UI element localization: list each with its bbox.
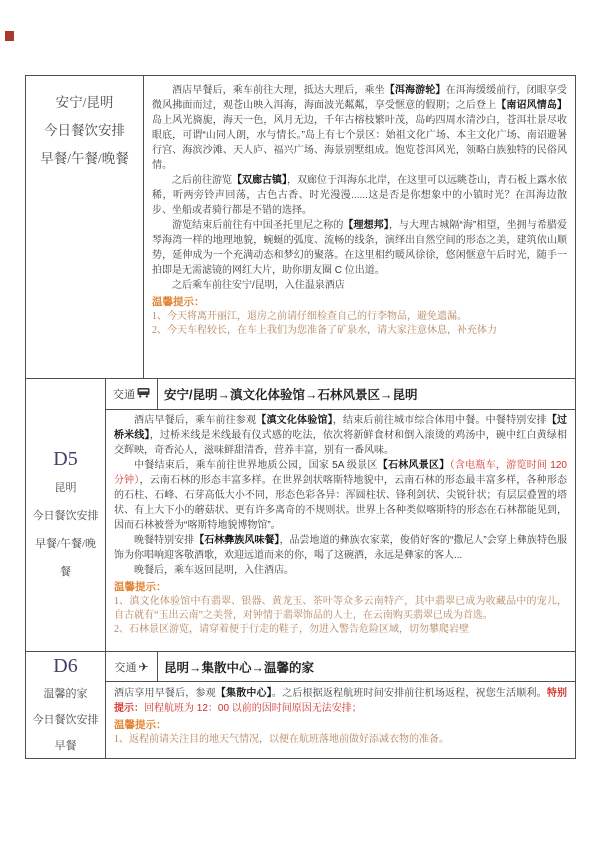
meals-title: 今日餐饮安排 (32, 510, 99, 522)
transport-label: 交通 (114, 661, 137, 674)
text-segment: 【石林风景区】 (377, 460, 450, 471)
text-segment: 游览结束后前往有中国圣托里尼之称的 (172, 220, 344, 231)
text-segment: 。之后根据返程航班时间安排前往机场返程，祝您生活顺利。 (271, 688, 547, 699)
text-segment: 【过桥米线】 (114, 415, 568, 441)
itinerary-paragraph (114, 458, 567, 533)
day-block-anning-kunming (26, 76, 575, 378)
text-segment: 【南诏风情岛】 (496, 100, 567, 111)
transport-label: 交通 (113, 389, 135, 401)
text-segment: 【双廊古镇】 (232, 175, 287, 186)
text-segment: （含电瓶车，游览时间 120 分钟） (114, 460, 567, 486)
tip-line (114, 733, 567, 747)
tip-line (114, 623, 567, 637)
text-segment: 酒店享用早餐后，参观 (114, 688, 216, 699)
tips-label (114, 580, 567, 595)
day-info-cell (26, 652, 106, 758)
itinerary-content (106, 682, 575, 758)
tips-label (114, 718, 567, 733)
day-info-cell (26, 379, 106, 651)
meals-title: 今日餐饮安排 (32, 714, 99, 726)
meals-detail: 早餐 (54, 740, 77, 752)
text-segment: 之后乘车前往安宁/昆明，入住温泉酒店 (172, 280, 345, 291)
text-segment: 【洱海游轮】 (384, 85, 446, 96)
day-block-d5 (26, 378, 575, 651)
day-destination: 安宁/昆明 (55, 95, 114, 110)
text-segment: 之后前往游览 (172, 175, 232, 186)
text-segment: 中餐结束后，乘车前往世界地质公园，国家 5A 级景区 (134, 460, 378, 471)
transport-label-cell (106, 652, 158, 681)
text-segment: ，与大理古城隔“海”相望，坐拥与希腊爱琴海湾一样的地理地貌，蜿蜒的弧度、流畅的线条，演绎出自然空间的形态之美，建筑依山顺势，延伸成为一个充满动态和梦幻的聚落。在这里相约暖风徐徐，悠闲惬意午后时光，随手一拍即是无需滤镜的网红大片，助你朋友圈 C 位出道。 (152, 220, 568, 276)
text-segment: 温馨提示： (114, 720, 167, 731)
day-right-column (106, 379, 575, 651)
text-segment: 晚餐特别安排 (134, 535, 195, 546)
route-text: 昆明→集散中心→温馨的家 (164, 660, 315, 675)
itinerary-content (144, 76, 575, 378)
tips-label (152, 295, 567, 310)
day-info-cell (26, 76, 144, 378)
meals-detail: 早餐/午餐/晚餐 (40, 151, 129, 166)
day-right-column (106, 652, 575, 758)
itinerary-paragraph (152, 278, 567, 293)
text-segment: 温馨提示： (152, 297, 205, 308)
text-segment: 1、滇文化体验馆中有翡翠、银器、黄龙玉、茶叶等众多云南特产，其中翡翠已成为收藏品中的宠儿，自古就有“玉出云南”之美誉，对钟情于翡翠饰品的人士，在云南购买翡翠已成为首选。 (114, 596, 567, 621)
tip-line (152, 310, 567, 324)
text-segment: ，过桥米线是米线最有仪式感的吃法，依次将新鲜食材和倒入滚烫的鸡汤中，碗中红白黄绿相交辉映，奇香沁人，滋味鲜甜清香，营养丰富，别有一番风味。 (114, 430, 568, 456)
text-segment: 酒店早餐后，乘车前往参观 (134, 415, 257, 426)
tip-line (114, 595, 567, 623)
day-block-d6 (26, 651, 575, 758)
text-segment: ，结束后前往城市综合体用中餐。中餐特别安排 (332, 415, 547, 426)
tip-line (152, 324, 567, 338)
text-segment: 【集散中心】 (215, 688, 272, 699)
itinerary-paragraph (152, 83, 567, 173)
red-corner-mark (5, 31, 14, 41)
text-segment: 【石林彝族风味餐】 (194, 535, 280, 546)
itinerary-content (106, 410, 575, 651)
text-segment: 晚餐后，乘车返回昆明，入住酒店。 (134, 565, 294, 576)
plane-icon: ✈ (138, 659, 149, 674)
text-segment: 在洱海缓缓前行，闭眼享受微风拂面而过，观苍山映入洱海，海面波光粼粼，享受惬意的假期；之后登上 (152, 85, 568, 111)
text-segment: 特别提示： (114, 688, 568, 714)
itinerary-paragraph (114, 686, 567, 716)
itinerary-paragraph (114, 413, 567, 458)
transport-label-cell (106, 379, 158, 409)
text-segment: ，云南石林的形态丰富多样。在世界剑状喀斯特地貌中，云南石林的形态最丰富多样，各种形态的石柱、石峰、石芽高低大小不同，形态色彩各异：浑圆柱状、锋利剑状、尖锐针状；有层层叠置的塔状、有上大下小的蘑菇状、更有许多离奇的不规则状。世界上各种类似喀斯特的形态在石林都能见到，因而石林被誉为“喀斯特地貌博物馆”。 (114, 475, 568, 531)
day-number: D6 (53, 655, 78, 677)
itinerary-paragraph (114, 563, 567, 578)
text-segment: ，品尝地道的彝族农家菜，俊俏好客的“撒尼人”会穿上彝族特色服饰为你唱响迎客敬酒歌，欢迎远道而来的你，喝了这碗酒，永远是彝家的客人... (114, 535, 568, 561)
itinerary-paragraph (114, 533, 567, 563)
text-segment: 【理想邦】 (343, 220, 389, 231)
text-segment: 2、今天车程较长，在车上我们为您准备了矿泉水，请大家注意休息，补充体力 (152, 325, 497, 336)
text-segment: ，双廊位于洱海东北岸，在这里可以远眺苍山，青石板上露水依稀，听两旁铃声回荡，古色古香、时光漫漫......这是否是你想象中的小镇时光？在洱海边散步、坐船或者骑行都是不错的选择。 (152, 175, 567, 216)
text-segment: 岛上风光旖旎，海天一色，风月无边，千年古榕枝繁叶茂，岛屿四周水清沙白，苍洱壮景尽收眼底，可谓“山同人朗，水与情长。”岛上有七个景区：始祖文化广场、本主文化广场、南诏避暑行宫、海滨沙滩、天人庐、福兴广场、海景别墅组成。饱览苍洱风光，领略白族独特的民俗风情。 (152, 115, 567, 171)
text-segment: 回程航班为 12：00 以前的因时间原因无法安排； (144, 703, 362, 714)
itinerary-paragraph (152, 173, 567, 218)
text-segment: 酒店早餐后，乘车前往大理，抵达大理后，乘坐 (172, 85, 385, 96)
itinerary-table (25, 75, 576, 759)
route-text: 安宁/昆明→滇文化体验馆→石林风景区→昆明 (164, 388, 418, 402)
day-number: D5 (53, 448, 78, 470)
text-segment: 温馨提示： (114, 582, 167, 593)
text-segment: 【滇文化体验馆】 (256, 415, 333, 426)
itinerary-paragraph (152, 218, 567, 278)
transport-row (106, 652, 575, 682)
day-destination: 温馨的家 (43, 688, 88, 700)
text-segment: 1、返程前请关注目的地天气情况，以便在航班落地前做好添减衣物的准备。 (114, 734, 449, 745)
text-segment: 1、今天将离开丽江，退房之前请仔细检查自己的行李物品，避免遗漏。 (152, 311, 467, 322)
bus-icon (137, 387, 150, 401)
meals-title: 今日餐饮安排 (44, 123, 125, 138)
transport-row (106, 379, 575, 410)
day-destination: 昆明 (54, 482, 77, 494)
text-segment: 2、石林景区游览，请穿着便于行走的鞋子，勿进入警告危险区域，切勿攀爬岩壁 (114, 624, 469, 635)
meals-detail: 早餐/午餐/晚餐 (34, 538, 97, 578)
